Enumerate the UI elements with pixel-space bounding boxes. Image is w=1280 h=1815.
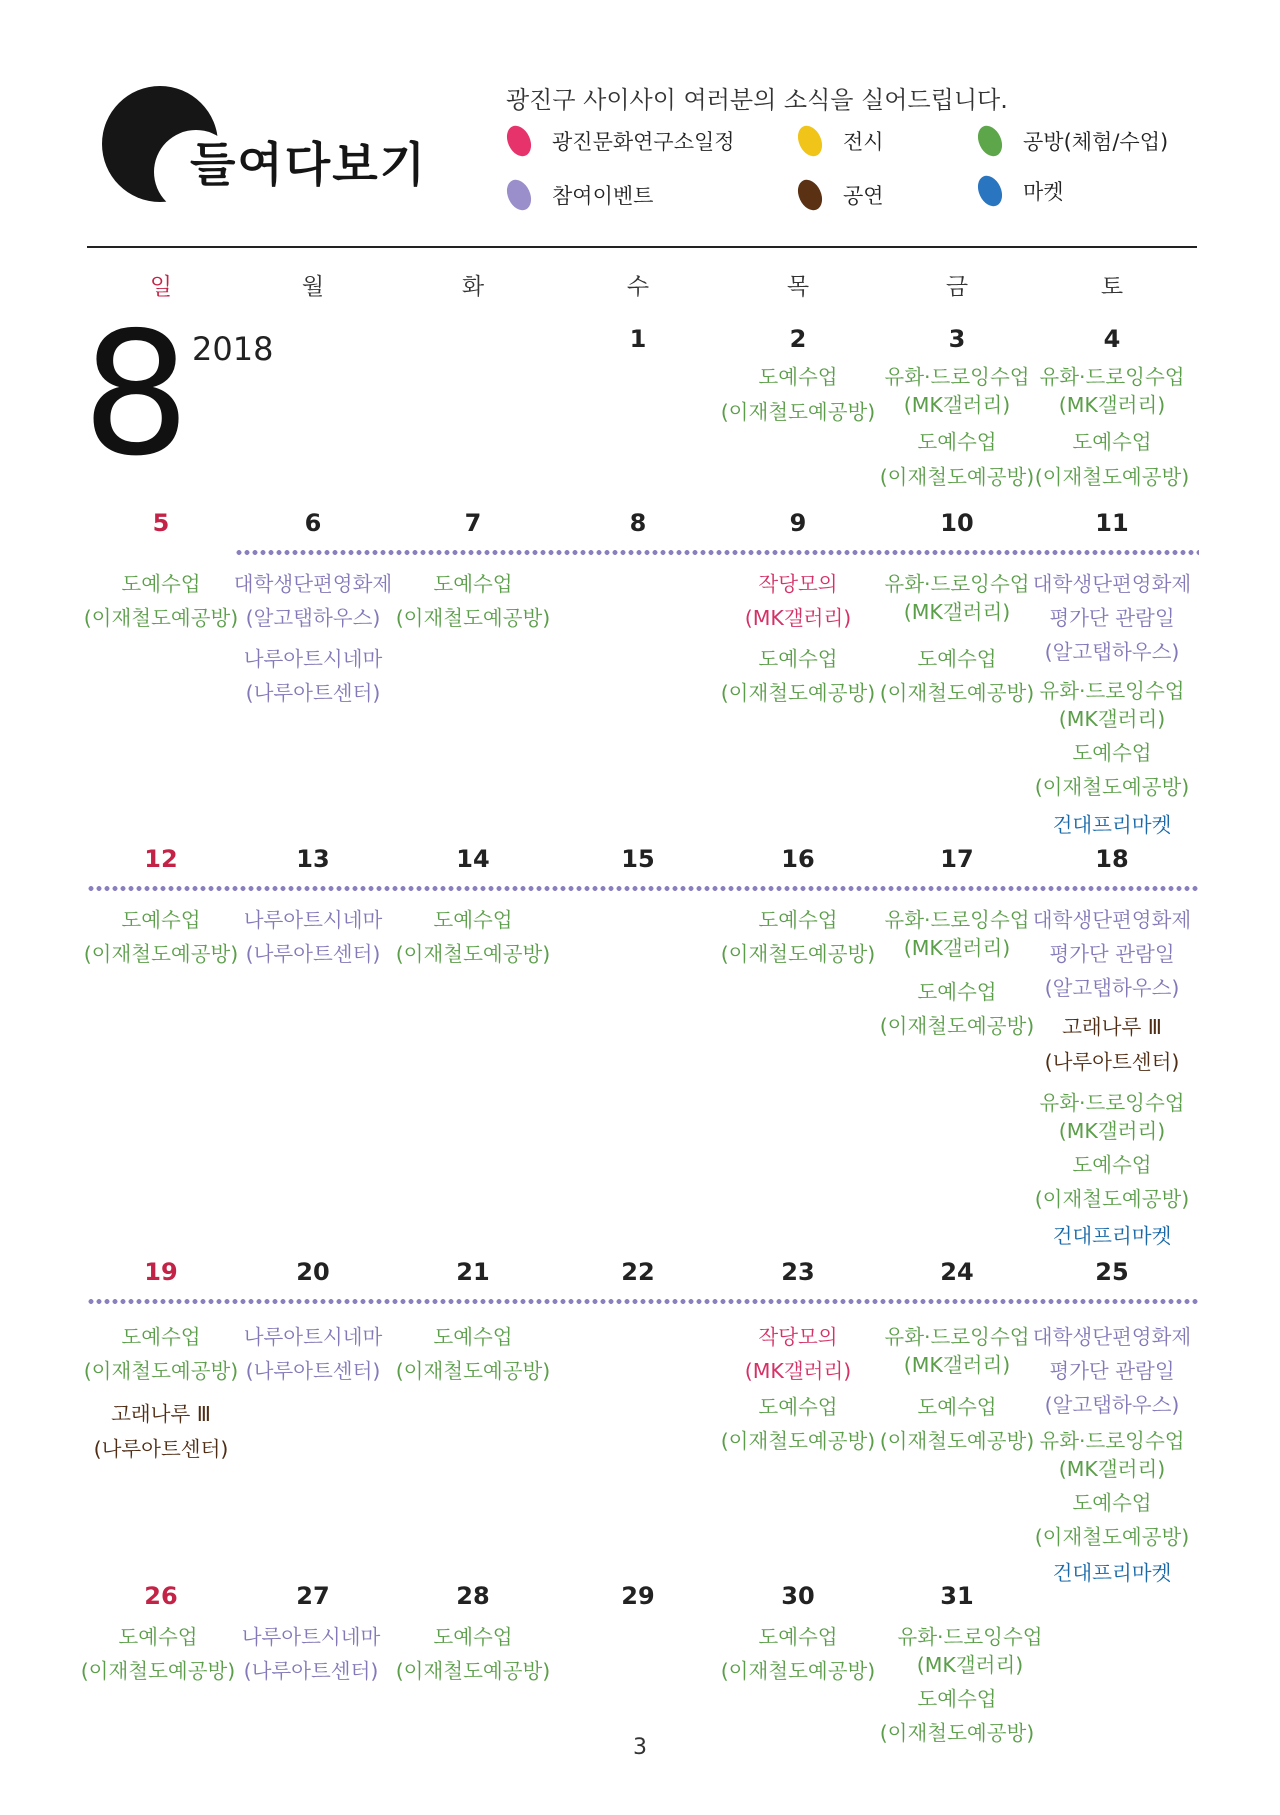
event-venue: (이재철도예공방) — [720, 1659, 876, 1683]
day-number: 8 — [629, 509, 647, 537]
event-title: 유화·드로잉수업 — [884, 572, 1030, 596]
event-venue: (이재철도예공방) — [879, 465, 1035, 489]
day-number: 5 — [152, 509, 170, 537]
day-number: 14 — [456, 845, 490, 873]
event-title: 나루아트시네마 — [243, 1325, 383, 1349]
event-venue: (이재철도예공방) — [83, 1359, 239, 1383]
weekday-wed: 수 — [626, 274, 650, 300]
day-number: 18 — [1095, 845, 1129, 873]
event-title: 도예수업 — [917, 647, 997, 671]
day-number: 1 — [629, 325, 647, 353]
legend-item-culture-institute — [504, 122, 735, 160]
event-title: 대학생단편영화제 — [233, 572, 393, 596]
day-number: 3 — [948, 325, 966, 353]
legend-label: 마켓 — [1023, 180, 1064, 204]
event-title: 도예수업 — [917, 430, 997, 454]
event-venue: (MK갤러리) — [1058, 1457, 1166, 1481]
event-venue: (이재철도예공방) — [720, 942, 876, 966]
event-title: 평가단 관람일 — [1049, 1359, 1175, 1383]
event-title: 도예수업 — [1072, 741, 1152, 765]
day-number: 22 — [621, 1258, 655, 1286]
day-number: 13 — [296, 845, 330, 873]
event-venue: (MK갤러리) — [903, 936, 1011, 960]
event-venue: (이재철도예공방) — [80, 1659, 236, 1683]
day-number: 16 — [781, 845, 815, 873]
day-number: 15 — [621, 845, 655, 873]
event-venue: (나루아트센터) — [243, 1659, 379, 1683]
event-title: 도예수업 — [433, 572, 513, 596]
week-divider — [87, 885, 1199, 892]
event-title: 나루아트시네마 — [243, 908, 383, 932]
day-number: 11 — [1095, 509, 1129, 537]
event-venue: (이재철도예공방) — [879, 1429, 1035, 1453]
event-venue: (이재철도예공방) — [879, 1014, 1035, 1038]
day-number: 29 — [621, 1582, 655, 1610]
event-venue: (이재철도예공방) — [879, 681, 1035, 705]
event-venue: (이재철도예공방) — [1034, 1525, 1190, 1549]
day-number: 2 — [789, 325, 807, 353]
day-number: 28 — [456, 1582, 490, 1610]
event-venue: (이재철도예공방) — [395, 1359, 551, 1383]
event-venue: (MK갤러리) — [903, 1353, 1011, 1377]
event-venue: (이재철도예공방) — [720, 681, 876, 705]
day-number: 26 — [144, 1582, 178, 1610]
event-title: 고래나루 Ⅲ — [1062, 1015, 1162, 1039]
green-dot-icon — [975, 122, 1005, 160]
event-title: 유화·드로잉수업 — [884, 1325, 1030, 1349]
event-title: 건대프리마켓 — [1052, 1561, 1172, 1585]
event-title: 유화·드로잉수업 — [1039, 679, 1185, 703]
event-venue: (MK갤러리) — [903, 600, 1011, 624]
event-venue: (MK갤러리) — [1058, 1119, 1166, 1143]
weekday-sat: 토 — [1100, 274, 1124, 300]
event-title: 도예수업 — [118, 1625, 198, 1649]
day-number: 4 — [1103, 325, 1121, 353]
event-venue: (나루아트센터) — [245, 1359, 381, 1383]
event-title: 고래나루 Ⅲ — [111, 1402, 211, 1426]
event-venue: (이재철도예공방) — [720, 1429, 876, 1453]
page-title: 들여다보기 — [190, 138, 428, 193]
day-number: 17 — [940, 845, 974, 873]
event-venue: (이재철도예공방) — [83, 606, 239, 630]
weekday-thu: 목 — [786, 274, 810, 300]
yellow-dot-icon — [795, 122, 825, 160]
brown-dot-icon — [795, 176, 825, 214]
day-number: 27 — [296, 1582, 330, 1610]
event-venue: (MK갤러리) — [916, 1653, 1024, 1677]
event-title: 도예수업 — [917, 980, 997, 1004]
day-number: 9 — [789, 509, 807, 537]
event-title: 도예수업 — [433, 1325, 513, 1349]
day-number: 25 — [1095, 1258, 1129, 1286]
event-title: 도예수업 — [758, 1395, 838, 1419]
week-divider — [87, 1298, 1199, 1305]
event-venue: (알고탭하우스) — [245, 606, 381, 630]
event-title: 나루아트시네마 — [243, 647, 383, 671]
event-title: 유화·드로잉수업 — [1039, 1429, 1185, 1453]
event-venue: (이재철도예공방) — [395, 1659, 551, 1683]
event-title: 도예수업 — [433, 908, 513, 932]
event-venue: (MK갤러리) — [1058, 707, 1166, 731]
header-divider — [87, 246, 1197, 248]
event-venue: (이재철도예공방) — [720, 400, 876, 424]
event-venue: (MK갤러리) — [744, 606, 852, 630]
day-number: 30 — [781, 1582, 815, 1610]
event-venue: (알고탭하우스) — [1044, 640, 1180, 664]
event-title: 작당모의 — [758, 572, 838, 596]
event-title: 유화·드로잉수업 — [1039, 1091, 1185, 1115]
day-number: 6 — [304, 509, 322, 537]
event-title: 대학생단편영화제 — [1032, 572, 1192, 596]
event-title: 유화·드로잉수업 — [884, 365, 1030, 389]
legend-label: 전시 — [843, 130, 884, 154]
event-title: 건대프리마켓 — [1052, 813, 1172, 837]
day-number: 24 — [940, 1258, 974, 1286]
event-venue: (이재철도예공방) — [1034, 465, 1190, 489]
event-title: 도예수업 — [121, 572, 201, 596]
day-number: 20 — [296, 1258, 330, 1286]
event-venue: (나루아트센터) — [245, 681, 381, 705]
event-title: 유화·드로잉수업 — [897, 1625, 1043, 1649]
legend-label: 공연 — [843, 184, 884, 208]
event-venue: (이재철도예공방) — [395, 606, 551, 630]
event-venue: (이재철도예공방) — [1034, 775, 1190, 799]
event-venue: (이재철도예공방) — [1034, 1187, 1190, 1211]
event-title: 도예수업 — [917, 1687, 997, 1711]
blue-dot-icon — [975, 172, 1005, 210]
event-venue: (이재철도예공방) — [395, 942, 551, 966]
event-title: 도예수업 — [121, 1325, 201, 1349]
legend-item-market — [975, 172, 1064, 210]
event-venue: (MK갤러리) — [744, 1359, 852, 1383]
legend-item-event — [504, 176, 653, 214]
event-venue: (나루아트센터) — [93, 1437, 229, 1461]
event-title: 도예수업 — [917, 1395, 997, 1419]
event-venue: (이재철도예공방) — [83, 942, 239, 966]
event-title: 도예수업 — [758, 647, 838, 671]
day-number: 12 — [144, 845, 178, 873]
intro-text: 광진구 사이사이 여러분의 소식을 실어드립니다. — [506, 86, 1008, 114]
legend-label: 공방(체험/수업) — [1023, 130, 1169, 154]
week-divider — [235, 549, 1199, 556]
weekday-fri: 금 — [945, 274, 969, 300]
day-number: 7 — [464, 509, 482, 537]
event-title: 유화·드로잉수업 — [1039, 365, 1185, 389]
event-venue: (이재철도예공방) — [879, 1721, 1035, 1745]
event-title: 작당모의 — [758, 1325, 838, 1349]
day-number: 21 — [456, 1258, 490, 1286]
event-venue: (MK갤러리) — [903, 393, 1011, 417]
event-title: 대학생단편영화제 — [1032, 1325, 1192, 1349]
weekday-mon: 월 — [301, 274, 325, 300]
event-venue: (알고탭하우스) — [1044, 976, 1180, 1000]
page-number: 3 — [633, 1735, 647, 1760]
event-title: 평가단 관람일 — [1049, 942, 1175, 966]
event-title: 건대프리마켓 — [1052, 1224, 1172, 1248]
event-title: 도예수업 — [1072, 1153, 1152, 1177]
weekday-sun: 일 — [149, 274, 173, 300]
event-title: 도예수업 — [758, 365, 838, 389]
pink-dot-icon — [504, 122, 534, 160]
weekday-tue: 화 — [461, 274, 485, 300]
day-number: 10 — [940, 509, 974, 537]
legend-item-performance — [795, 176, 884, 214]
event-venue: (알고탭하우스) — [1044, 1393, 1180, 1417]
event-title: 나루아트시네마 — [241, 1625, 381, 1649]
event-title: 유화·드로잉수업 — [884, 908, 1030, 932]
event-venue: (나루아트센터) — [1044, 1050, 1180, 1074]
legend-label: 참여이벤트 — [552, 184, 654, 208]
legend-item-workshop — [975, 122, 1168, 160]
event-title: 도예수업 — [758, 1625, 838, 1649]
day-number: 23 — [781, 1258, 815, 1286]
event-title: 도예수업 — [121, 908, 201, 932]
day-number: 31 — [940, 1582, 974, 1610]
event-title: 도예수업 — [758, 908, 838, 932]
legend-label: 광진문화연구소일정 — [552, 130, 735, 154]
event-title: 도예수업 — [433, 1625, 513, 1649]
year-label: 2018 — [192, 330, 274, 368]
purple-dot-icon — [504, 176, 534, 214]
event-title: 평가단 관람일 — [1049, 606, 1175, 630]
event-venue: (MK갤러리) — [1058, 393, 1166, 417]
event-venue: (나루아트센터) — [245, 942, 381, 966]
event-title: 대학생단편영화제 — [1032, 908, 1192, 932]
month-number: 8 — [82, 296, 191, 494]
legend-item-exhibition — [795, 122, 884, 160]
day-number: 19 — [144, 1258, 178, 1286]
event-title: 도예수업 — [1072, 1491, 1152, 1515]
event-title: 도예수업 — [1072, 430, 1152, 454]
